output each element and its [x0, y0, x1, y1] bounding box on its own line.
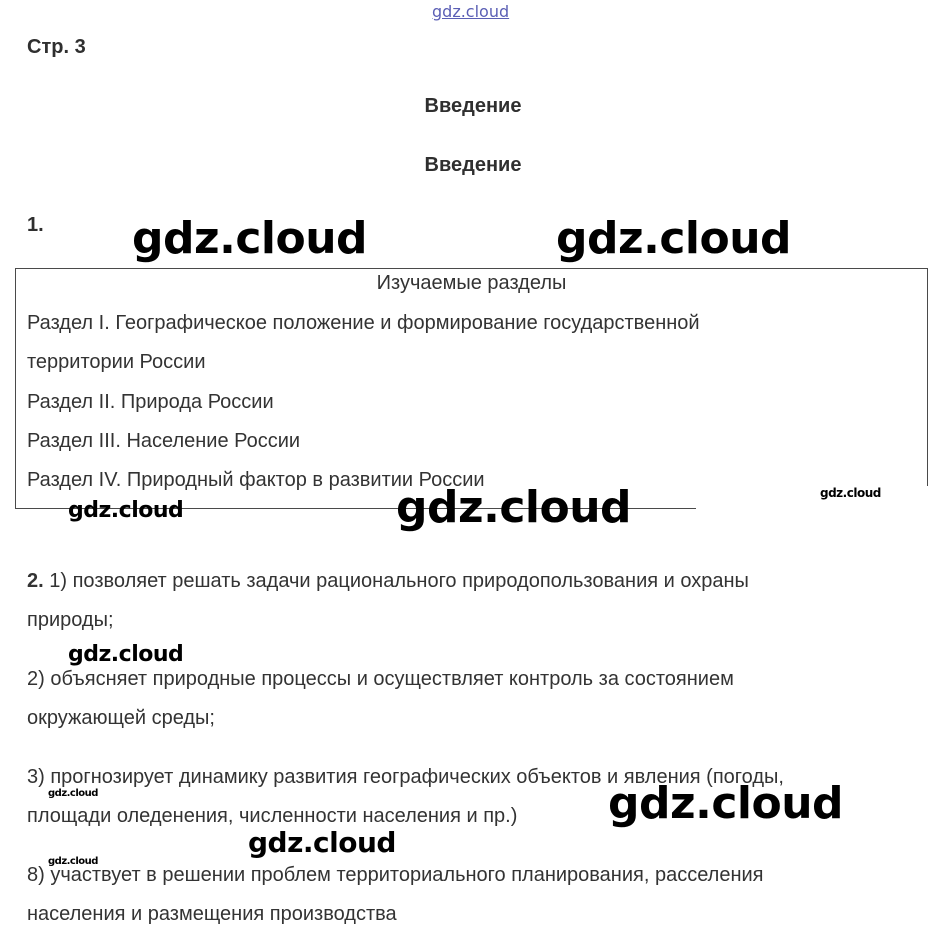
task-2-line: окружающей среды;: [27, 707, 215, 729]
table-border-left: [15, 486, 16, 508]
task-2-line: площади оледенения, численности населения и пр.): [27, 805, 518, 827]
task-2-line: населения и размещения производства: [27, 903, 397, 925]
task-2-line: 3) прогнозирует динамику развития географических объектов и явления (погоды,: [27, 766, 784, 788]
watermark: gdz.cloud: [820, 486, 881, 500]
table-row: Раздел IV. Природный фактор в развитии России: [27, 469, 485, 491]
watermark: gdz.cloud: [68, 642, 184, 667]
table-row: Раздел I. Географическое положение и формирование государственной: [27, 312, 700, 334]
watermark-link-top[interactable]: gdz.cloud: [432, 2, 510, 21]
task-1-number: 1.: [27, 214, 44, 236]
watermark: gdz.cloud: [48, 788, 98, 799]
task-2-line: 8) участвует в решении проблем территориального планирования, расселения: [27, 864, 764, 886]
page-label: Стр. 3: [27, 36, 86, 58]
watermark: gdz.cloud: [132, 213, 368, 264]
task-2-line: природы;: [27, 609, 114, 631]
section-heading: Введение: [424, 95, 522, 117]
task-2-line: 2) объясняет природные процессы и осуществляет контроль за состоянием: [27, 668, 734, 690]
task-2-text: 1) позволяет решать задачи рационального природопользования и охраны: [43, 570, 749, 592]
watermark: gdz.cloud: [556, 213, 792, 264]
watermark: gdz.cloud: [68, 498, 184, 523]
table-header: Изучаемые разделы: [376, 272, 567, 294]
watermark: gdz.cloud: [396, 482, 632, 533]
watermark: gdz.cloud: [48, 856, 98, 867]
table-row: Раздел III. Население России: [27, 430, 301, 452]
task-2-number: 2.: [27, 570, 44, 592]
table-row: территории России: [27, 351, 206, 373]
section-subheading: Введение: [424, 154, 522, 176]
table-row: Раздел II. Природа России: [27, 391, 274, 413]
watermark: gdz.cloud: [608, 778, 844, 829]
sections-table: [15, 268, 928, 486]
watermark: gdz.cloud: [248, 826, 396, 859]
task-2-line: [27, 570, 749, 593]
